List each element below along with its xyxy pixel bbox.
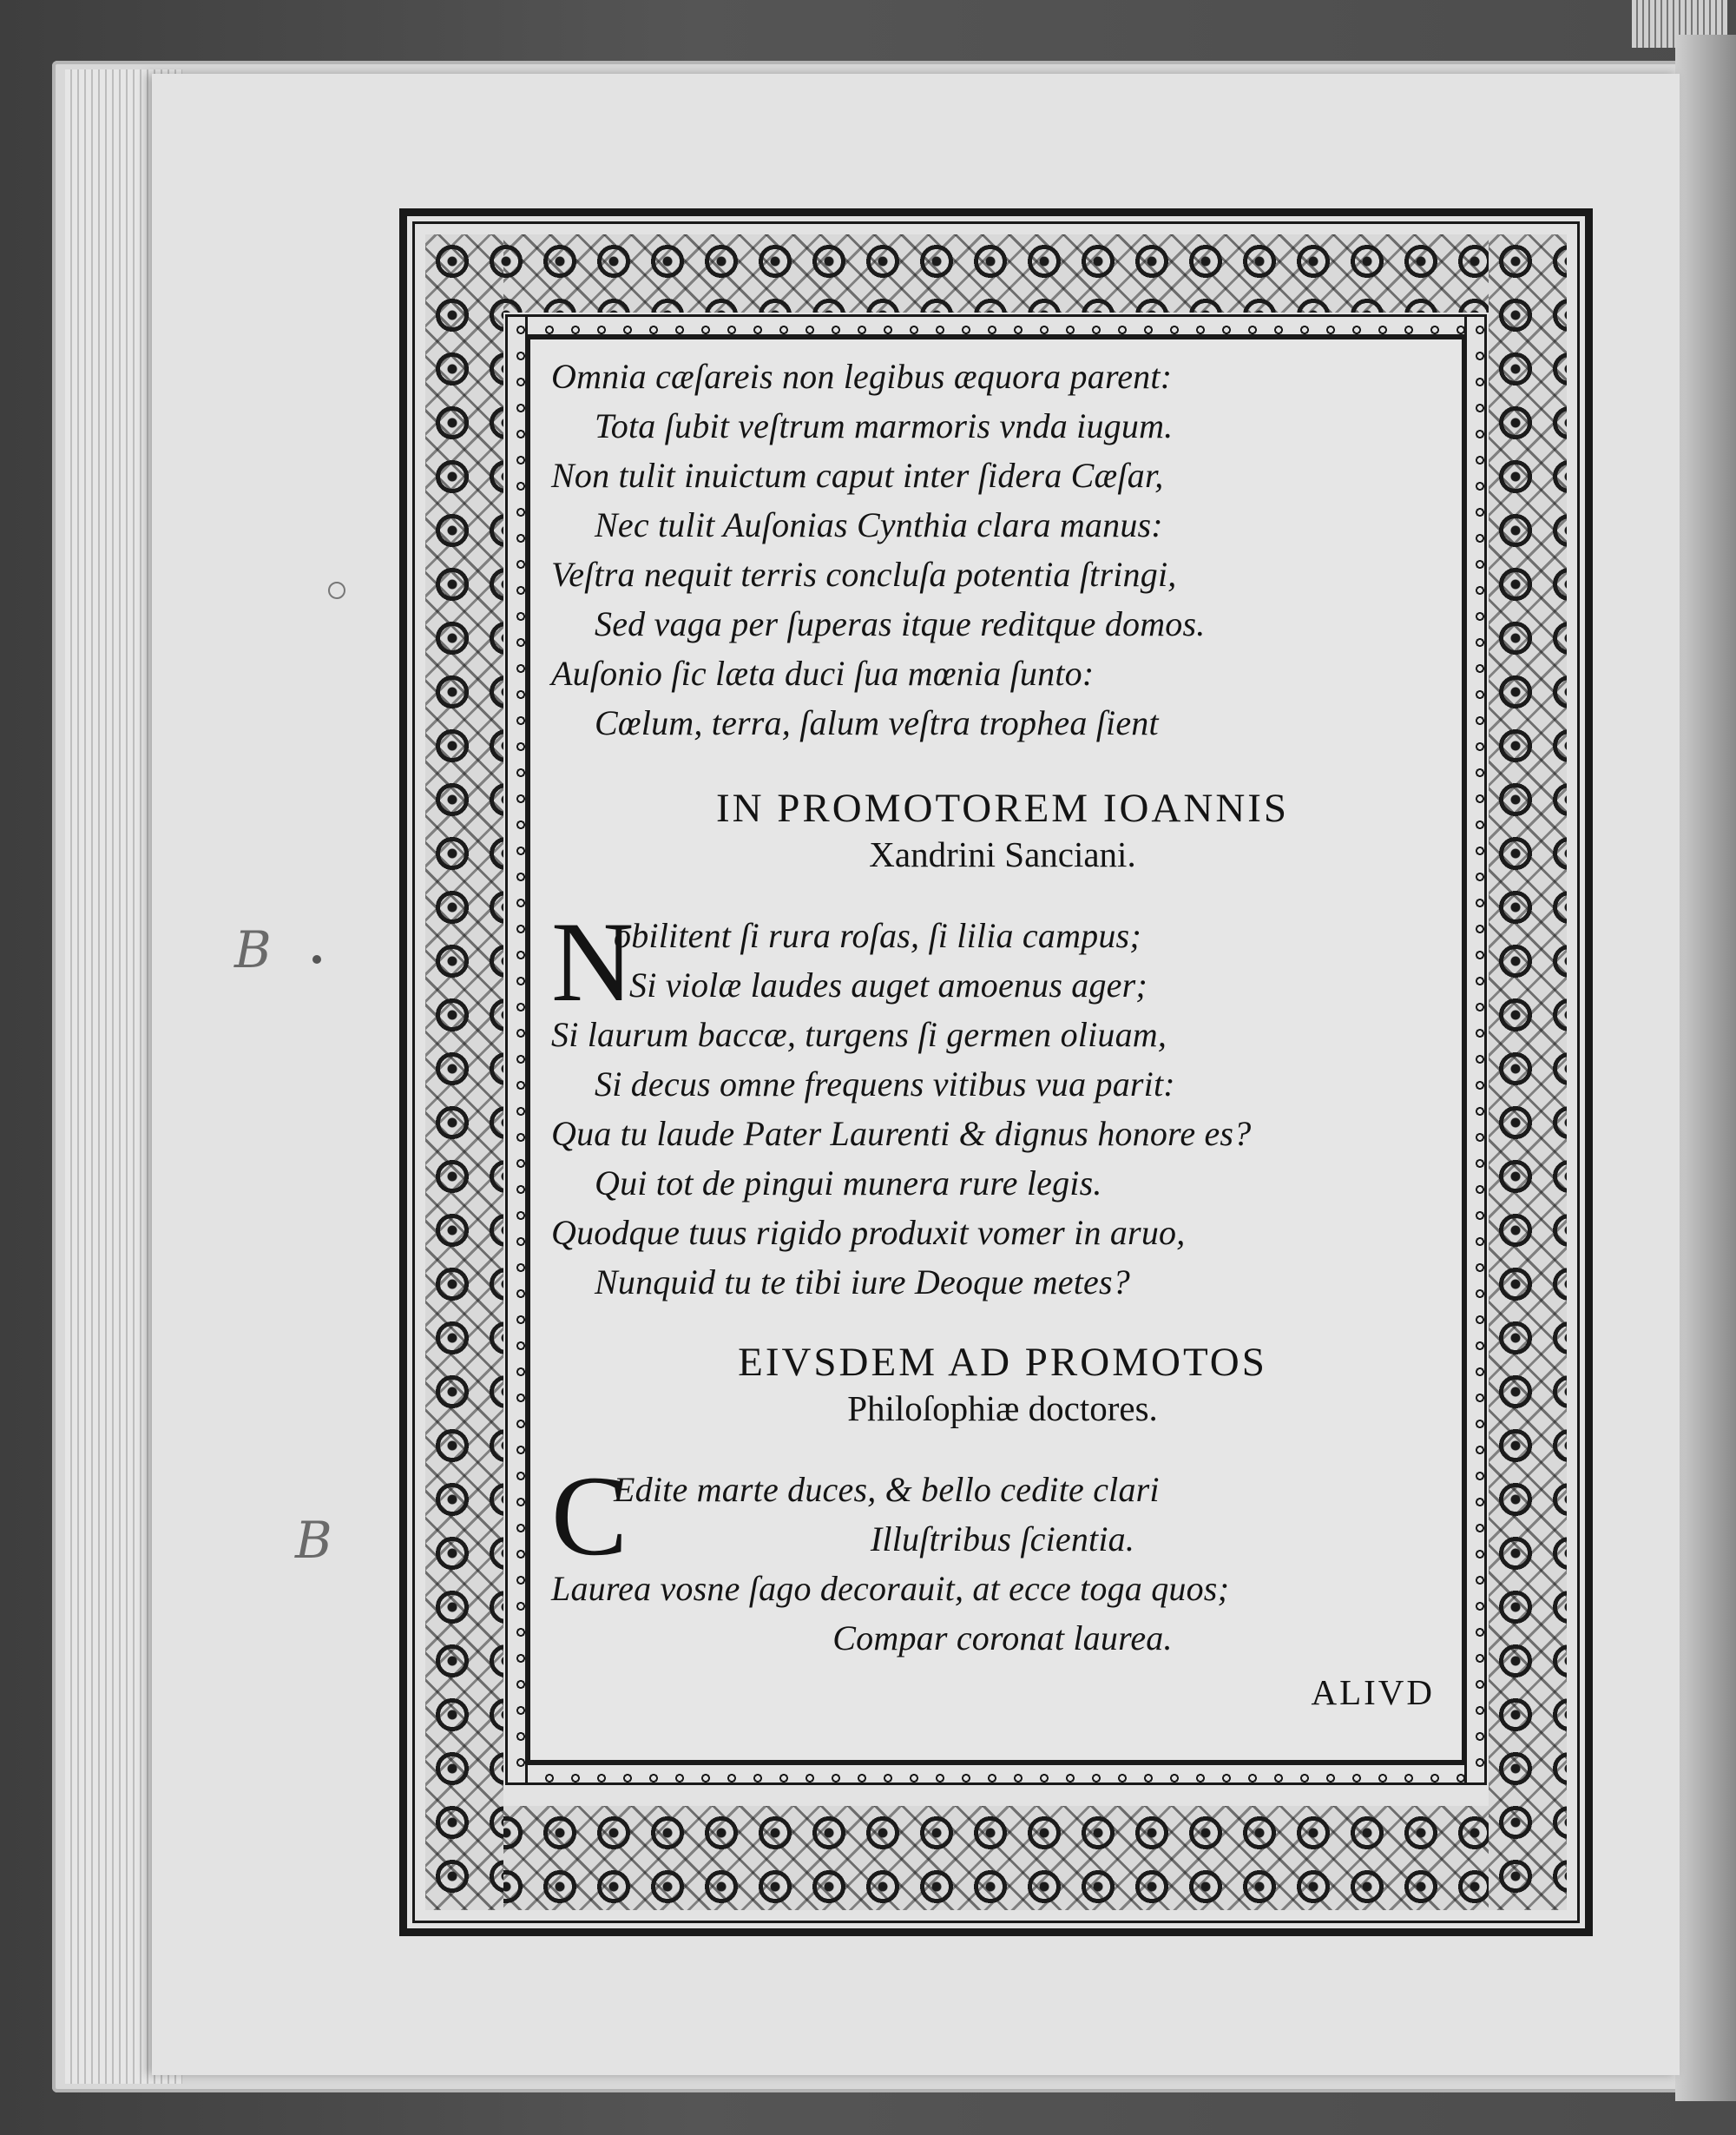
verse-line: Qui tot de pingui munera rure legis. [595,1163,1102,1203]
page-content [551,352,1454,1713]
drop-capital: C [551,1452,628,1579]
rivet-strip-bottom [508,1763,1484,1785]
catchword: ALIVD [1311,1672,1435,1712]
facing-leaf-edge [1675,35,1736,2101]
poem-verses-3 [551,1452,1454,1663]
section-subheading: Xandrini Sanciani. [869,834,1136,874]
verse-line: Tota ſubit veſtrum marmoris vnda iugum. [595,406,1174,445]
verse-line: Laurea vosne ſago decorauit, at ecce toga quos; [551,1569,1230,1608]
verse-line: Omnia cæſareis non legibus æquora parent: [551,357,1173,396]
verse-line: Si decus omne frequens vitibus vua parit: [595,1064,1175,1104]
verse-line: Qua tu laude Pater Laurenti & dignus honore es? [551,1114,1252,1153]
section-subheading: Philoſophiæ doctores. [847,1388,1158,1428]
verse-line: Si laurum baccæ, turgens ſi germen oliuam, [551,1015,1167,1054]
verse-line: Nec tulit Auſonias Cynthia clara manus: [595,505,1163,544]
poem-verses-2 [551,898,1454,1307]
verse-line: Compar coronat laurea. [832,1618,1173,1657]
margin-note: B [295,1511,332,1570]
rivet-strip-top [508,314,1484,337]
verse-line: Illuſtribus ſcientia. [870,1519,1135,1558]
verse-line: Cœlum, terra, ſalum veſtra trophea ſient [595,703,1159,742]
verse-line: Sed vaga per ſuperas itque reditque domos. [595,604,1206,643]
drop-capital: N [551,898,635,1025]
paper-mark [312,955,321,964]
section-heading: EIVSDEM AD PROMOTOS [738,1340,1267,1385]
verse-line: Veſtra nequit terris concluſa potentia ſtringi, [551,555,1177,594]
rivet-strip-right [1464,314,1487,1785]
verse-line: Quodque tuus rigido produxit vomer in aruo, [551,1213,1186,1252]
paper-mark [328,582,345,599]
verse-line: Si violæ laudes auget amoenus ager; [629,965,1147,1005]
margin-note: B [234,920,272,979]
verse-line: Nunquid tu te tibi iure Deoque metes? [595,1262,1130,1301]
verse-line: Auſonio ſic læta duci ſua mœnia ſunto: [551,654,1095,693]
verse-line: Non tulit inuictum caput inter ſidera Cæſar, [551,456,1164,495]
section-heading: IN PROMOTOREM IOANNIS [715,786,1290,831]
poem-verses-1 [551,352,1454,748]
verse-line: obilitent ſi rura roſas, ſi lilia campus; [614,916,1141,955]
rivet-strip-left [505,314,528,1785]
verse-line: Edite marte duces, & bello cedite clari [614,1470,1160,1509]
